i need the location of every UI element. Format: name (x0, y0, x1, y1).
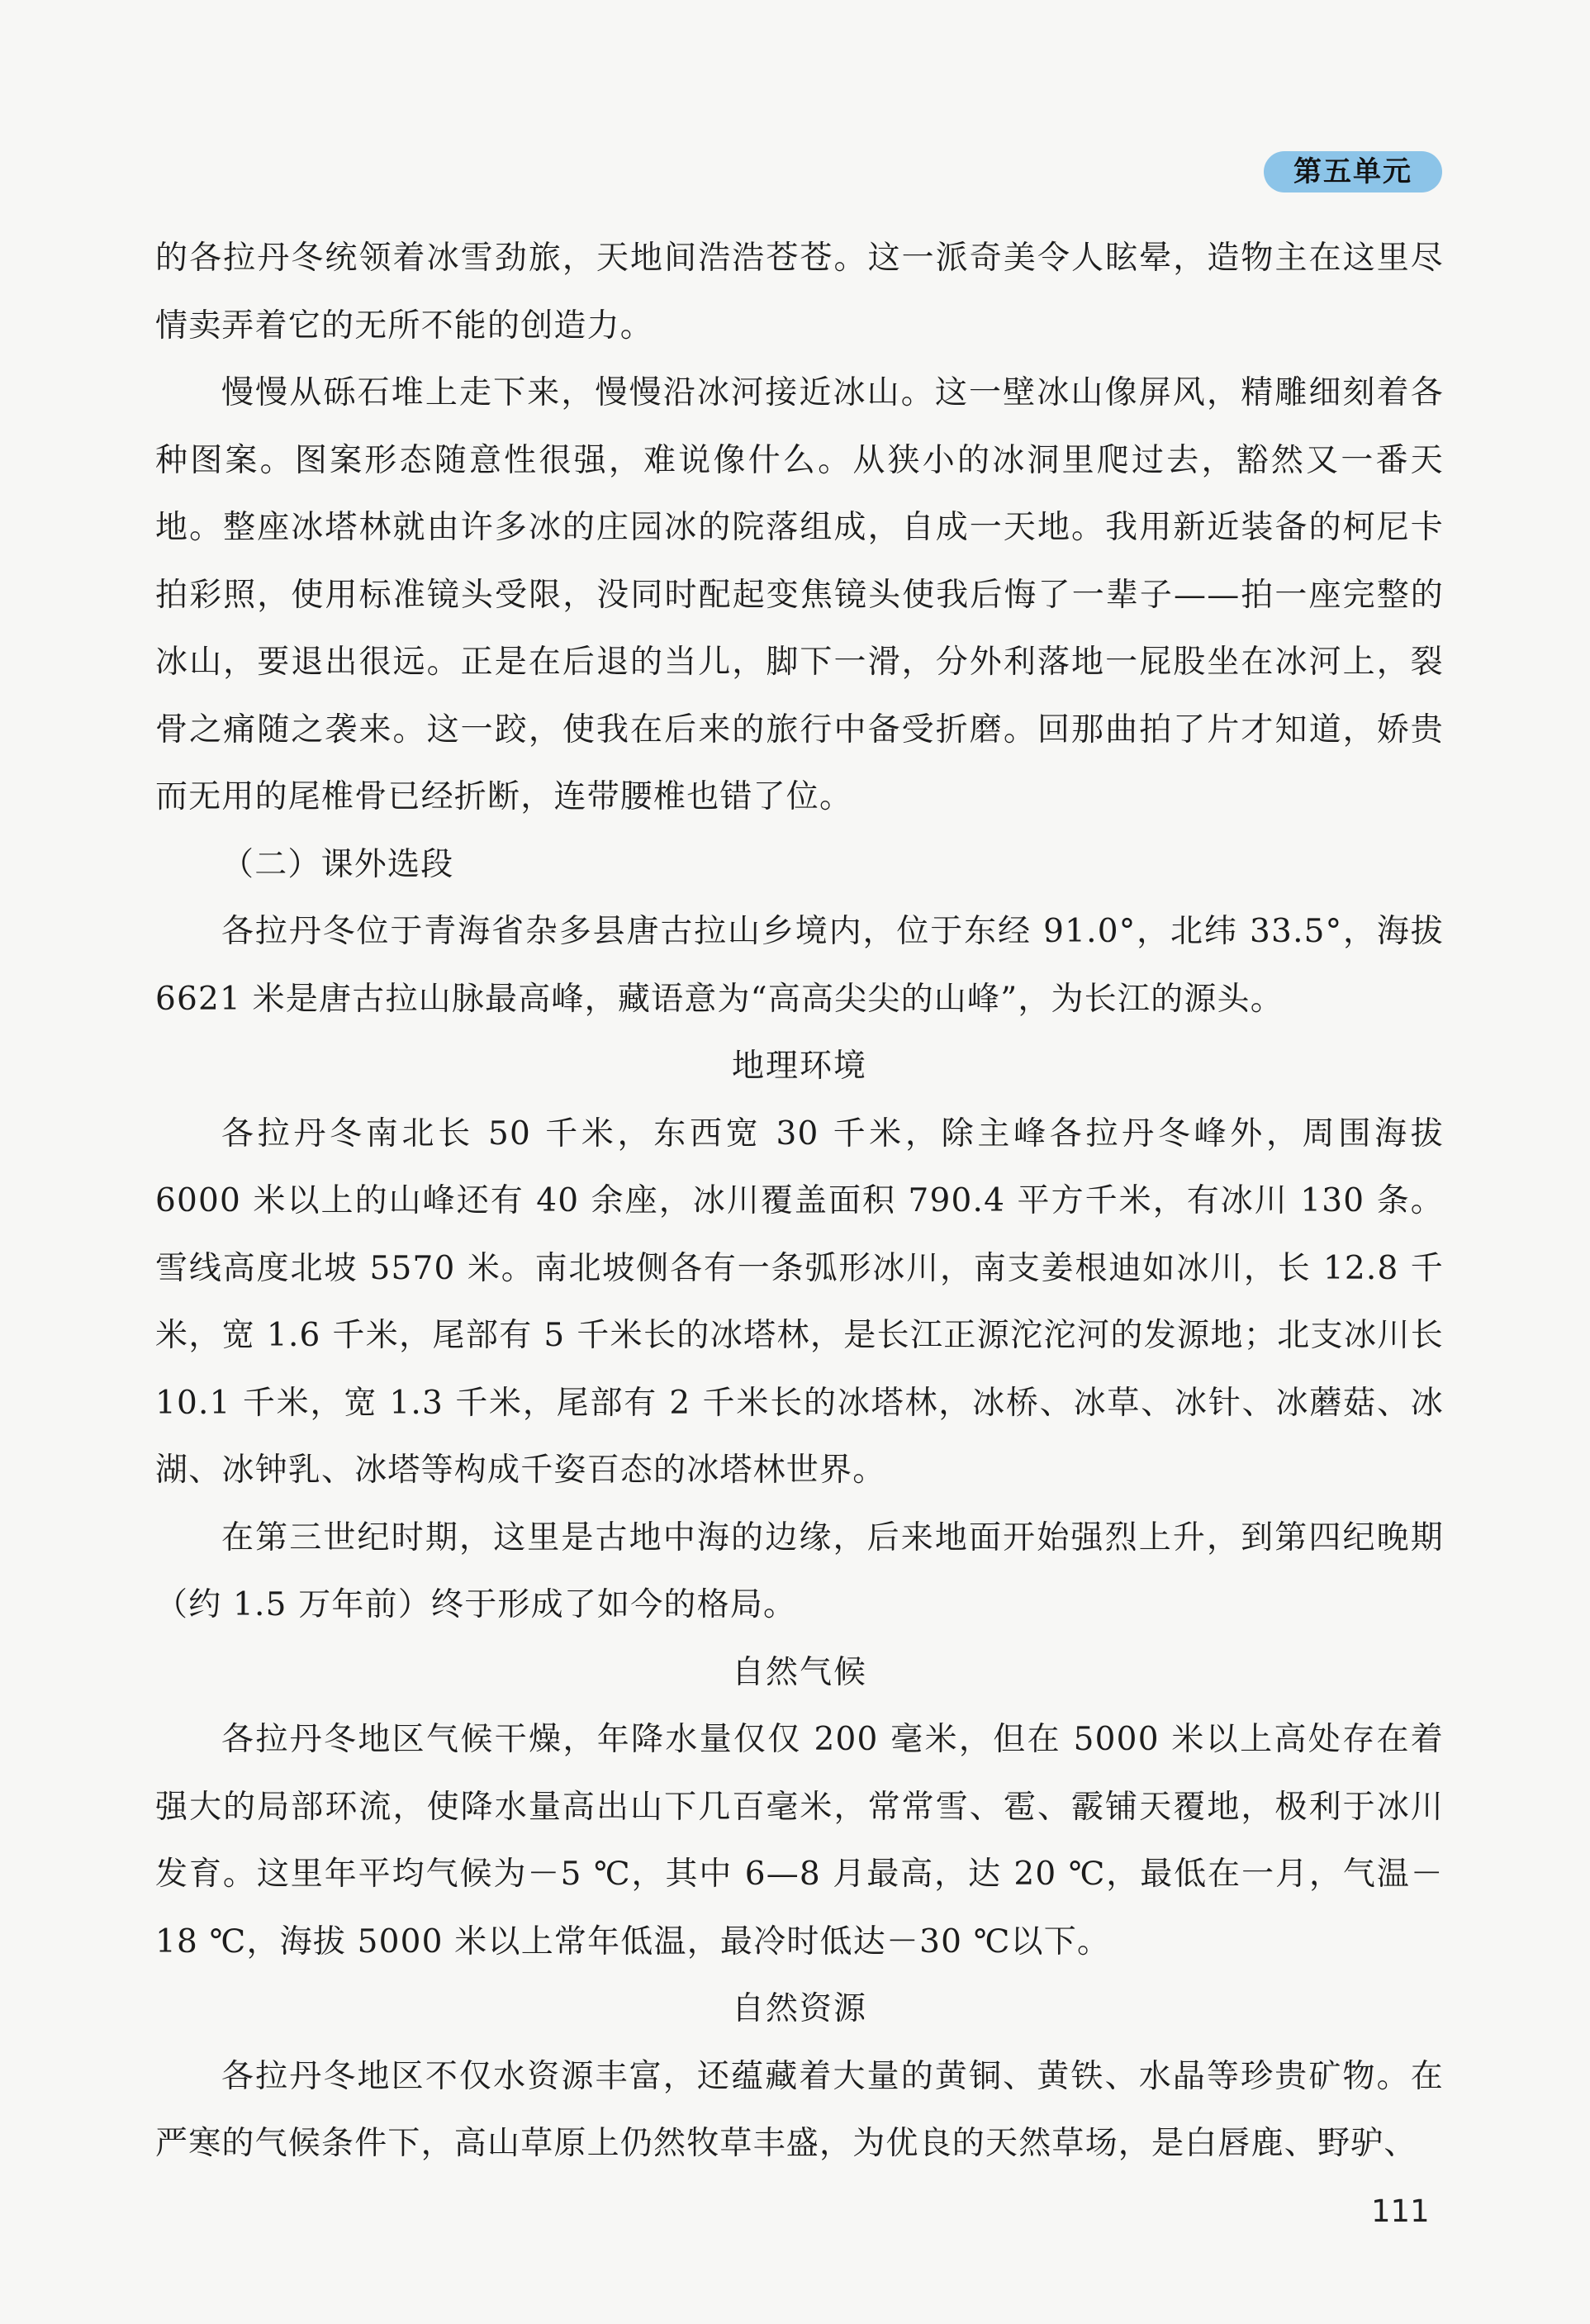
paragraph-continuation: 的各拉丹冬统领着冰雪劲旅，天地间浩浩苍苍。这一派奇美令人眩晕，造物主在这里尽情卖弄着它的无所不能的创造力。 (155, 240, 1444, 345)
heading-geography: 地理环境 (731, 1048, 867, 1085)
paragraph-glacier: 慢慢从砾石堆上走下来，慢慢沿冰河接近冰山。这一壁冰山像屏风，精雕细刻着各种图案。图案形态随意性很强，难说像什么。从狭小的冰洞里爬过去，豁然又一番天地。整座冰塔林就由许多冰的庄园冰的院落组成，自成一天地。我用新近装备的柯尼卡拍彩照，使用标准镜头受限，没同时配起变焦镜头使我后悔了一辈子——拍一座完整的冰山，要退出很远。正是在后退的当儿，脚下一滑，分外利落地一屁股坐在冰河上，裂骨之痛随之袭来。这一跤，使我在后来的旅行中备受折磨。回那曲拍了片才知道，娇贵而无用的尾椎骨已经折断，连带腰椎也错了位。 (155, 374, 1444, 815)
section-title-extracurricular: （二）课外选段 (221, 845, 454, 883)
paragraph-intro: 各拉丹冬位于青海省杂多县唐古拉山乡境内，位于东经 91.0°，北纬 33.5°，海拔 6621 米是唐古拉山脉最高峰，藏语意为“高高尖尖的山峰”，为长江的源头。 (155, 913, 1444, 1018)
heading-climate: 自然气候 (731, 1653, 867, 1691)
page-number: 111 (1371, 2193, 1430, 2229)
paragraph-resources: 各拉丹冬地区不仅水资源丰富，还蕴藏着大量的黄铜、黄铁、水晶等珍贵矿物。在严寒的气候条件下，高山草原上仍然牧草丰盛，为优良的天然草场，是白唇鹿、野驴、 (155, 2057, 1444, 2162)
paragraph-geography-2: 在第三世纪时期，这里是古地中海的边缘，后来地面开始强烈上升，到第四纪晚期（约 1.5 万年前）终于形成了如今的格局。 (155, 1518, 1444, 1623)
unit-badge: 第五单元 (1264, 151, 1442, 192)
paragraph-geography-1: 各拉丹冬南北长 50 千米，东西宽 30 千米，除主峰各拉丹冬峰外，周围海拔 6000 米以上的山峰还有 40 余座，冰川覆盖面积 790.4 平方千米，有冰川 130 条。雪线高度北坡 5570 米。南北坡侧各有一条弧形冰川，南支姜根迪如冰川，长 12.8 千米，宽 1.6 千米，尾部有 5 千米长的冰塔林，是长江正源沱沱河的发源地；北支冰川长 10.1 千米，宽 1.3 千米，尾部有 2 千米长的冰塔林，冰桥、冰草、冰针、冰蘑菇、冰湖、冰钟乳、冰塔等构成千姿百态的冰塔林世界。 (155, 1114, 1444, 1489)
heading-resources: 自然资源 (731, 1990, 867, 2027)
page-body (155, 225, 1444, 2178)
paragraph-climate: 各拉丹冬地区气候干燥，年降水量仅仅 200 毫米，但在 5000 米以上高处存在着强大的局部环流，使降水量高出山下几百毫米，常常雪、雹、霰铺天覆地，极利于冰川发育。这里年平均气候为－5 ℃，其中 6—8 月最高，达 20 ℃，最低在一月，气温－18 ℃，海拔 5000 米以上常年低温，最冷时低达－30 ℃以下。 (155, 1721, 1444, 1960)
